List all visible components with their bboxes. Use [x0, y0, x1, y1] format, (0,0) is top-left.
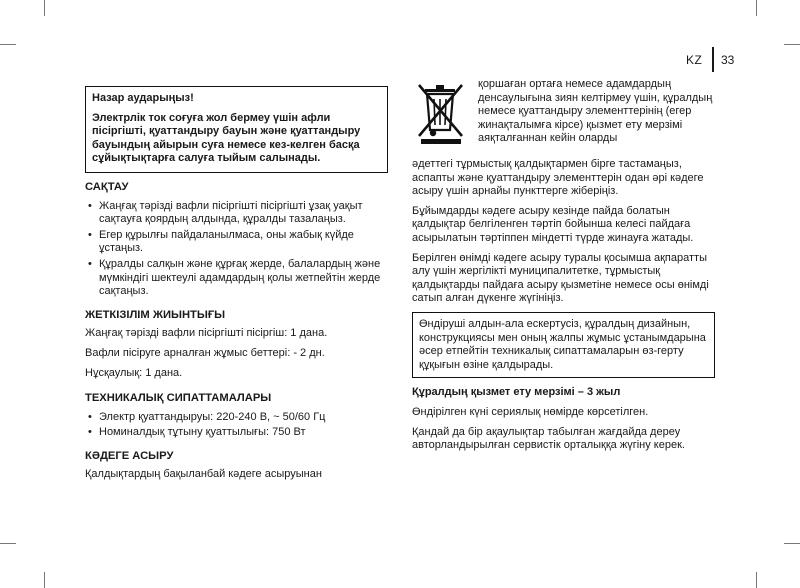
disposal-continued-text-2: әдеттегі тұрмыстық қалдықтармен бірге тастамаңыз, аспапты және қуаттандыру элементтерін одан әрі кәдеге асыру үшін арнайы пункттерге жіберіңіз. [412, 158, 704, 198]
specs-heading: ТЕХНИКАЛЫҚ СИПАТТАМАЛАРЫ [85, 392, 272, 405]
language-code: KZ [686, 53, 703, 67]
package-item: Нұсқаулық: 1 дана. [85, 366, 183, 379]
crop-mark [0, 44, 16, 45]
warning-title: Назар аударыңыз! [92, 92, 194, 104]
defects-note: Қандай да бір ақаулықтар табылған жағдайда дереу авторландырылған сервистік орталыққа жүгіну керек. [412, 425, 685, 452]
list-item: • Жаңғақ тәрізді вафли пісіргішті пісіргішті ұзақ уақыт сақтауға қоярдың алдында, құралды тазалаңыз. [85, 200, 388, 227]
recycle-block [412, 78, 715, 158]
list-item: • Құралды салқын және құрғақ жерде, балалардың және мүмкіндігі шектеулі адамдардың қолы жетпейтін жерде сақтаңыз. [85, 258, 388, 299]
crop-mark [44, 0, 45, 16]
collection-paragraph: Бұйымдарды кәдеге асыру кезінде пайда болатын қалдықтар белгіленген тәртіп бойынша келесі пайдаға асырылатын тәртіппен міндетті түрде жинауға жатады. [412, 204, 694, 244]
list-item: • Электр қуаттандыруы: 220-240 В, ~ 50/60 Гц [85, 411, 388, 425]
storage-heading: САҚТАУ [85, 180, 129, 193]
disposal-continued-text: қоршаған ортаға немесе адамдардың денсаулығына зиян келтірмеу үшін, құралдың немесе қуаттандыру элементтерінің (егер жинақталымға кірсе) қызмет ету мерзімі аяқталғаннан кейін оларды [478, 78, 713, 145]
crossed-out-wheeled-bin-icon [412, 80, 470, 144]
manufacturer-note: Өндіруші алдын-ала ескертусіз, құралдың дизайнын, конструкциясы мен оның жалпы жұмыс ұстанымдарына әсер етпейтін техникалық сипаттамаларын өз-герту құқығын өзіне қалдырады. [419, 317, 706, 371]
right-column [412, 78, 715, 459]
service-life: Құралдың қызмет ету мерзімі – 3 жыл [412, 386, 621, 399]
specs-list [85, 411, 388, 440]
warning-box [85, 86, 388, 173]
storage-list [85, 200, 388, 299]
manufacturer-note-box [412, 312, 715, 378]
disposal-heading: КӘДЕГЕ АСЫРУ [85, 449, 174, 462]
package-heading: ЖЕТКІЗІЛІМ ЖИЫНТЫҒЫ [85, 308, 226, 321]
header-divider [712, 47, 714, 72]
info-paragraph: Берілген өнімді кәдеге асыру туралы қосымша ақпаратты алу үшін жергілікті муниципалитетке, тұрмыстық қалдықтарды пайдаға асыру қызметіне немесе осы өнімді сатып алған дүкенге жүгініңіз. [412, 251, 709, 305]
crop-mark [756, 0, 757, 16]
serial-note: Өндірілген күні сериялық нөмірде көрсетілген. [412, 405, 649, 418]
crop-mark [44, 572, 45, 588]
list-item: • Егер құрылғы пайдаланылмаса, оны жабық күйде ұстаңыз. [85, 229, 388, 256]
crop-mark [756, 572, 757, 588]
disposal-text: Қалдықтардың бақыланбай кәдеге асыруынан [85, 468, 322, 481]
crop-mark [784, 543, 800, 544]
page-number: 33 [721, 53, 735, 67]
crop-mark [0, 543, 16, 544]
list-item: • Номиналдық тұтыну қуаттылығы: 750 Вт [85, 426, 388, 440]
crop-mark [784, 44, 800, 45]
package-item: Вафли пісіруге арналған жұмыс беттері: - 2 дн. [85, 346, 325, 359]
left-column [85, 86, 388, 488]
warning-text: Электрлік ток соғуға жол бермеу үшін афли пісіргішті, қуаттандыру бауын және қуаттандыру бауындың айырын суға немесе кез-келген басқа сұйықтықтарға салуға тыйым салынады. [92, 111, 361, 165]
package-item: Жаңғақ тәрізді вафли пісіргішті пісіргіш: 1 дана. [85, 327, 328, 340]
